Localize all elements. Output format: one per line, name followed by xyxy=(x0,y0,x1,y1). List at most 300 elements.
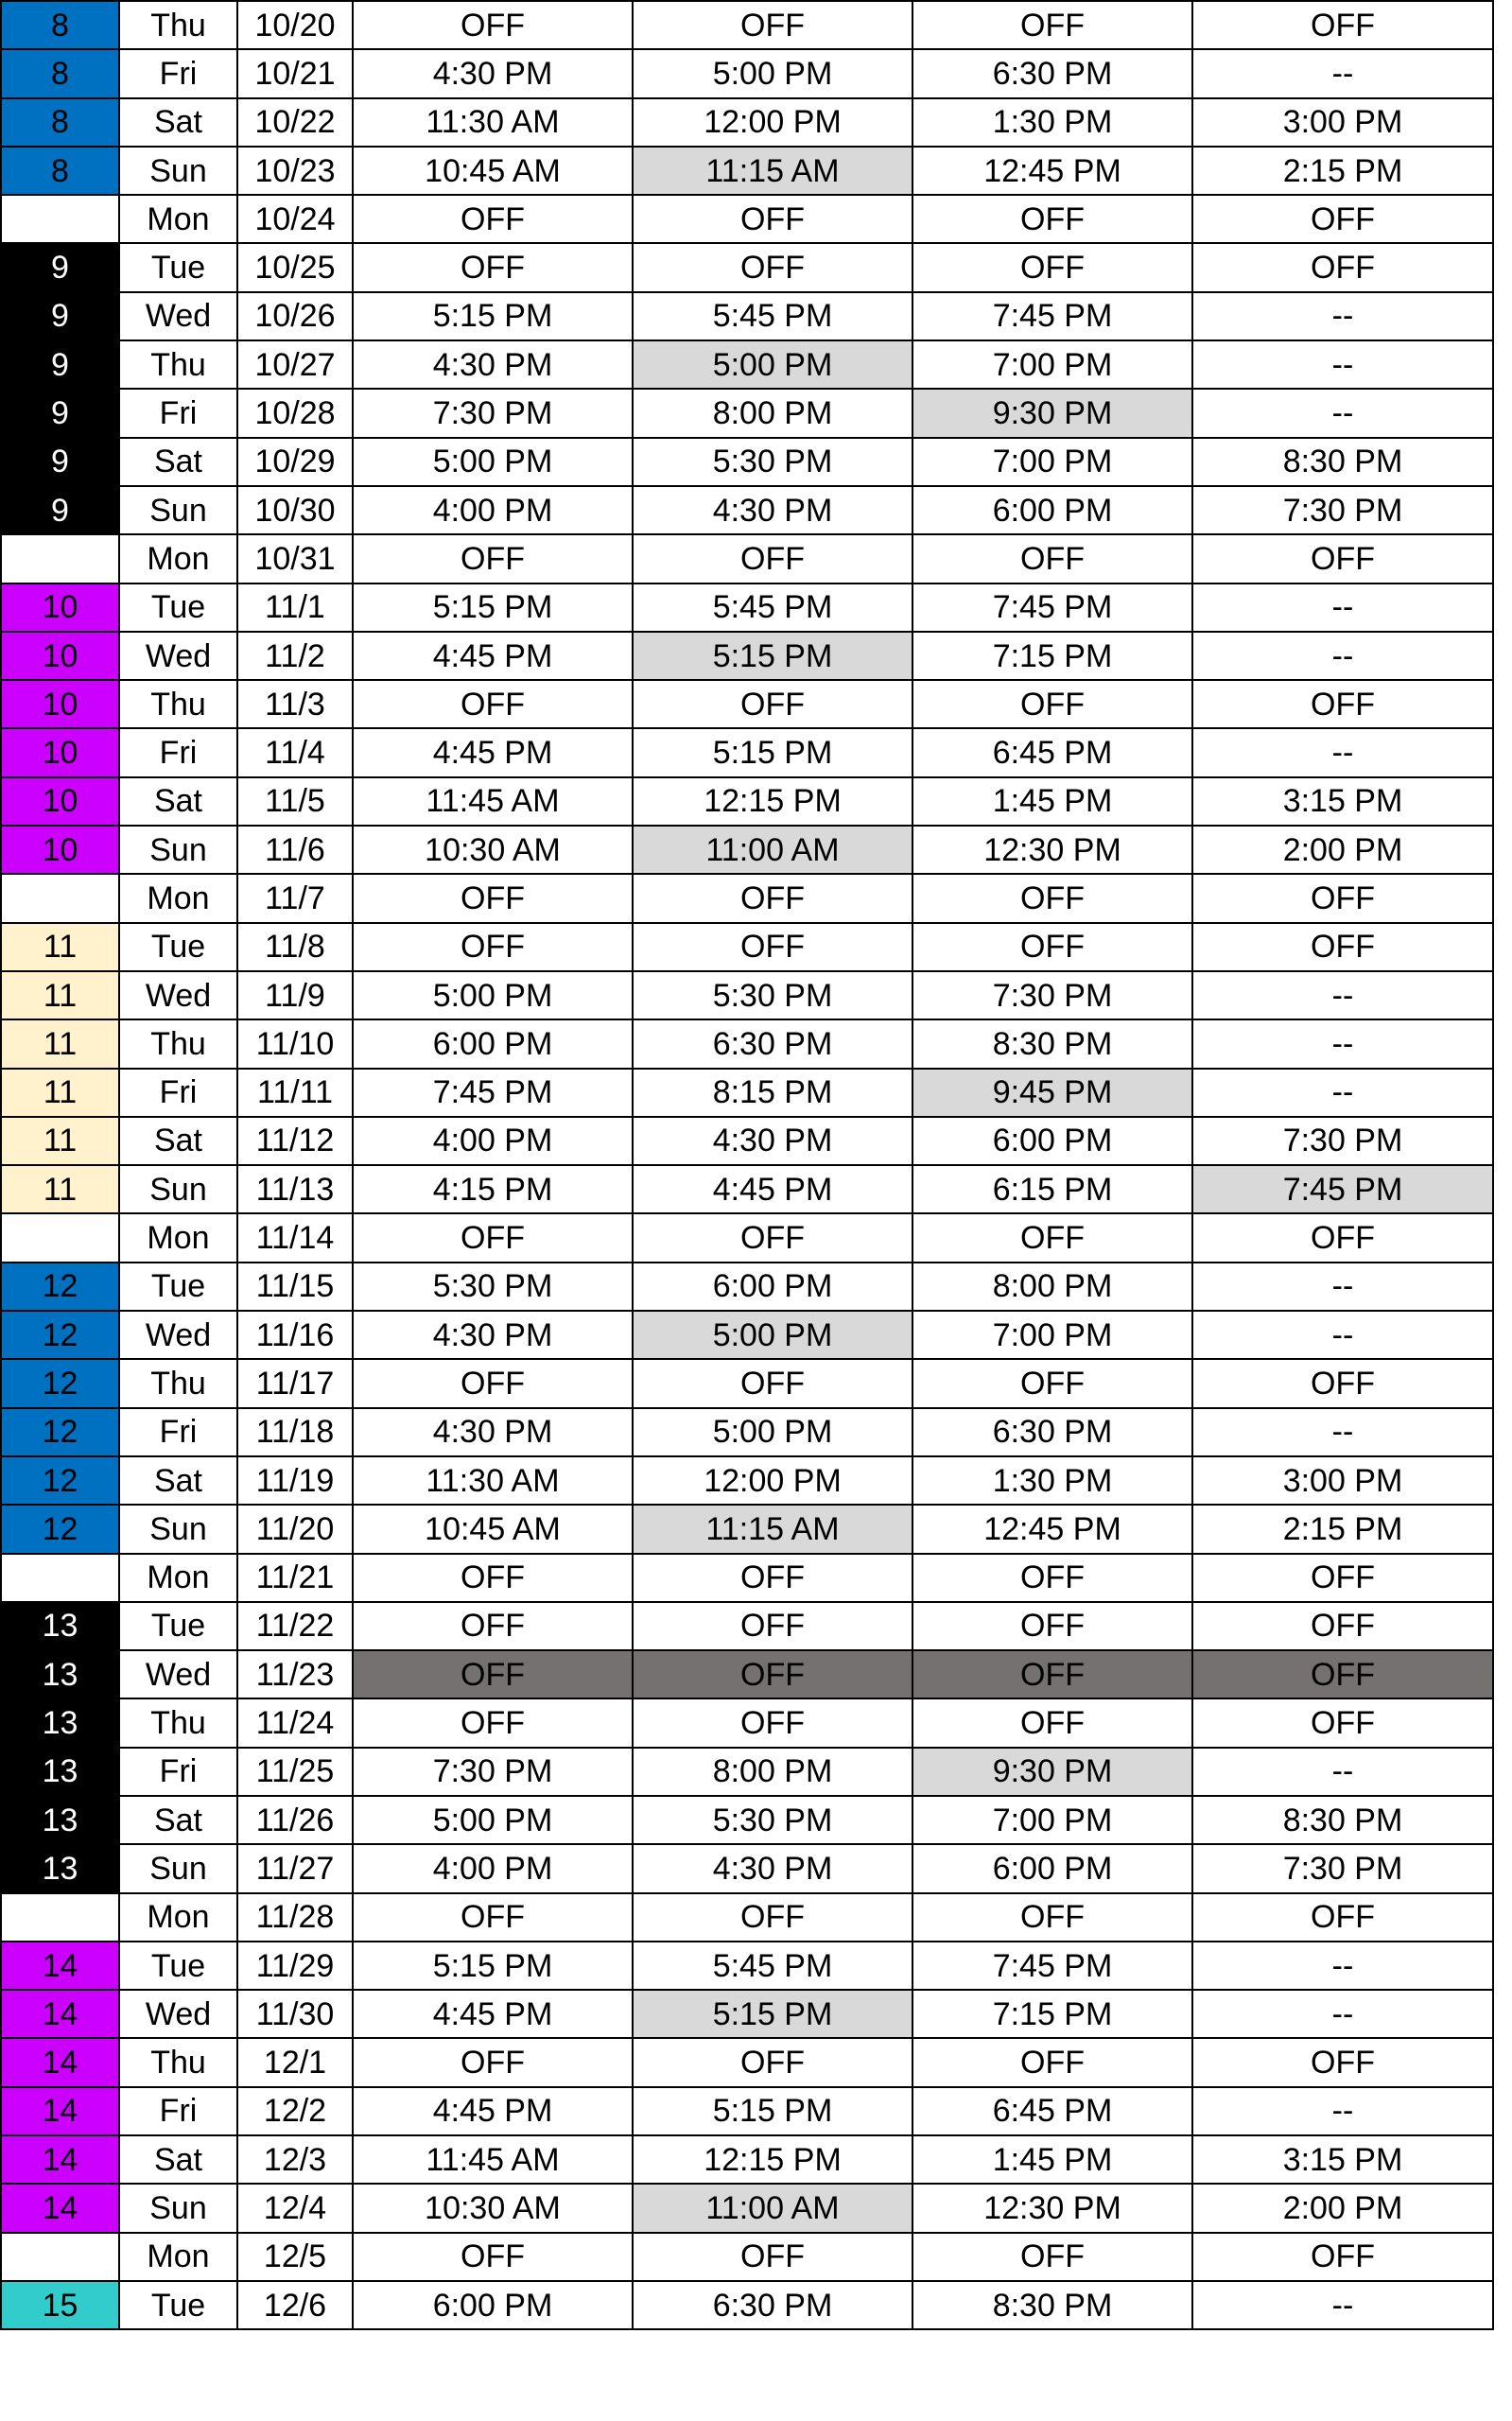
date-cell[interactable]: 11/9 xyxy=(237,971,353,1019)
day-cell[interactable]: Tue xyxy=(119,923,237,971)
time-cell[interactable]: 8:00 PM xyxy=(633,389,912,437)
date-cell[interactable]: 11/6 xyxy=(237,826,353,874)
week-number-cell[interactable]: 14 xyxy=(1,2184,119,2232)
time-cell[interactable]: 6:00 PM xyxy=(353,1019,633,1068)
time-cell[interactable]: 7:45 PM xyxy=(353,1069,633,1117)
time-cell[interactable]: OFF xyxy=(1192,1359,1493,1407)
date-cell[interactable]: 10/29 xyxy=(237,438,353,486)
time-cell[interactable]: OFF xyxy=(1192,1650,1493,1698)
week-number-cell[interactable]: 13 xyxy=(1,1602,119,1650)
time-cell[interactable]: -- xyxy=(1192,1263,1493,1311)
date-cell[interactable]: 11/19 xyxy=(237,1456,353,1505)
time-cell[interactable]: 10:45 AM xyxy=(353,147,633,195)
week-number-cell[interactable]: 14 xyxy=(1,2135,119,2184)
time-cell[interactable]: 7:00 PM xyxy=(912,1311,1192,1359)
date-cell[interactable]: 10/24 xyxy=(237,195,353,243)
time-cell[interactable]: OFF xyxy=(633,534,912,583)
day-cell[interactable]: Sun xyxy=(119,1844,237,1892)
week-number-cell[interactable]: 14 xyxy=(1,2038,119,2086)
time-cell[interactable]: OFF xyxy=(912,195,1192,243)
date-cell[interactable]: 12/5 xyxy=(237,2233,353,2281)
time-cell[interactable]: 2:00 PM xyxy=(1192,826,1493,874)
day-cell[interactable]: Mon xyxy=(119,1213,237,1262)
time-cell[interactable]: -- xyxy=(1192,2281,1493,2329)
time-cell[interactable]: 5:15 PM xyxy=(633,2087,912,2135)
time-cell[interactable]: 12:45 PM xyxy=(912,1505,1192,1553)
day-cell[interactable]: Sun xyxy=(119,147,237,195)
time-cell[interactable]: 1:30 PM xyxy=(912,98,1192,147)
time-cell[interactable]: -- xyxy=(1192,971,1493,1019)
week-number-cell[interactable]: 13 xyxy=(1,1796,119,1844)
week-number-cell[interactable] xyxy=(1,1554,119,1602)
time-cell[interactable]: OFF xyxy=(1192,680,1493,728)
week-number-cell[interactable]: 13 xyxy=(1,1844,119,1892)
time-cell[interactable]: OFF xyxy=(353,1213,633,1262)
date-cell[interactable]: 10/21 xyxy=(237,49,353,97)
date-cell[interactable]: 11/2 xyxy=(237,632,353,680)
day-cell[interactable]: Tue xyxy=(119,583,237,632)
date-cell[interactable]: 11/1 xyxy=(237,583,353,632)
day-cell[interactable]: Wed xyxy=(119,1650,237,1698)
week-number-cell[interactable]: 13 xyxy=(1,1748,119,1796)
time-cell[interactable]: 7:30 PM xyxy=(353,1748,633,1796)
day-cell[interactable]: Fri xyxy=(119,728,237,776)
time-cell[interactable]: 1:30 PM xyxy=(912,1456,1192,1505)
time-cell[interactable]: 4:30 PM xyxy=(633,1844,912,1892)
time-cell[interactable]: 6:00 PM xyxy=(912,1844,1192,1892)
time-cell[interactable]: 4:00 PM xyxy=(353,486,633,534)
week-number-cell[interactable]: 8 xyxy=(1,1,119,49)
time-cell[interactable]: 10:30 AM xyxy=(353,2184,633,2232)
time-cell[interactable]: 5:15 PM xyxy=(633,1990,912,2038)
time-cell[interactable]: 8:00 PM xyxy=(912,1263,1192,1311)
time-cell[interactable]: 7:15 PM xyxy=(912,1990,1192,2038)
time-cell[interactable]: OFF xyxy=(353,1893,633,1942)
day-cell[interactable]: Fri xyxy=(119,49,237,97)
time-cell[interactable]: OFF xyxy=(633,195,912,243)
time-cell[interactable]: OFF xyxy=(1192,195,1493,243)
time-cell[interactable]: OFF xyxy=(353,1602,633,1650)
week-number-cell[interactable]: 12 xyxy=(1,1359,119,1407)
time-cell[interactable]: 5:30 PM xyxy=(353,1263,633,1311)
time-cell[interactable]: OFF xyxy=(1192,534,1493,583)
week-number-cell[interactable]: 11 xyxy=(1,971,119,1019)
time-cell[interactable]: 5:15 PM xyxy=(353,1942,633,1990)
day-cell[interactable]: Fri xyxy=(119,1408,237,1456)
week-number-cell[interactable]: 10 xyxy=(1,777,119,826)
time-cell[interactable]: 5:15 PM xyxy=(353,583,633,632)
time-cell[interactable]: 5:30 PM xyxy=(633,438,912,486)
week-number-cell[interactable]: 9 xyxy=(1,438,119,486)
day-cell[interactable]: Thu xyxy=(119,1,237,49)
time-cell[interactable]: OFF xyxy=(353,923,633,971)
time-cell[interactable]: -- xyxy=(1192,632,1493,680)
day-cell[interactable]: Mon xyxy=(119,534,237,583)
time-cell[interactable]: 5:00 PM xyxy=(353,1796,633,1844)
time-cell[interactable]: OFF xyxy=(1192,923,1493,971)
time-cell[interactable]: 6:00 PM xyxy=(353,2281,633,2329)
week-number-cell[interactable]: 12 xyxy=(1,1263,119,1311)
date-cell[interactable]: 11/24 xyxy=(237,1698,353,1747)
week-number-cell[interactable] xyxy=(1,534,119,583)
time-cell[interactable]: 6:30 PM xyxy=(912,49,1192,97)
time-cell[interactable]: 4:45 PM xyxy=(353,728,633,776)
time-cell[interactable]: OFF xyxy=(353,1359,633,1407)
time-cell[interactable]: OFF xyxy=(912,1602,1192,1650)
day-cell[interactable]: Sun xyxy=(119,1165,237,1213)
time-cell[interactable]: OFF xyxy=(353,1554,633,1602)
time-cell[interactable]: 7:30 PM xyxy=(353,389,633,437)
time-cell[interactable]: OFF xyxy=(912,1359,1192,1407)
time-cell[interactable]: 11:45 AM xyxy=(353,2135,633,2184)
week-number-cell[interactable]: 11 xyxy=(1,1019,119,1068)
time-cell[interactable]: OFF xyxy=(1192,2038,1493,2086)
date-cell[interactable]: 12/6 xyxy=(237,2281,353,2329)
time-cell[interactable]: 5:00 PM xyxy=(633,49,912,97)
day-cell[interactable]: Fri xyxy=(119,2087,237,2135)
date-cell[interactable]: 11/13 xyxy=(237,1165,353,1213)
time-cell[interactable]: 11:45 AM xyxy=(353,777,633,826)
time-cell[interactable]: 5:00 PM xyxy=(633,1408,912,1456)
time-cell[interactable]: -- xyxy=(1192,2087,1493,2135)
time-cell[interactable]: 4:45 PM xyxy=(353,632,633,680)
week-number-cell[interactable]: 14 xyxy=(1,2087,119,2135)
day-cell[interactable]: Mon xyxy=(119,195,237,243)
date-cell[interactable]: 11/16 xyxy=(237,1311,353,1359)
date-cell[interactable]: 10/28 xyxy=(237,389,353,437)
time-cell[interactable]: OFF xyxy=(912,680,1192,728)
time-cell[interactable]: OFF xyxy=(1192,1554,1493,1602)
time-cell[interactable]: 11:30 AM xyxy=(353,98,633,147)
time-cell[interactable]: 6:30 PM xyxy=(633,1019,912,1068)
day-cell[interactable]: Thu xyxy=(119,1019,237,1068)
time-cell[interactable]: OFF xyxy=(912,1893,1192,1942)
time-cell[interactable]: OFF xyxy=(1192,1893,1493,1942)
time-cell[interactable]: OFF xyxy=(1192,1213,1493,1262)
week-number-cell[interactable]: 9 xyxy=(1,292,119,340)
day-cell[interactable]: Sat xyxy=(119,1796,237,1844)
day-cell[interactable]: Thu xyxy=(119,340,237,389)
time-cell[interactable]: 9:45 PM xyxy=(912,1069,1192,1117)
week-number-cell[interactable]: 11 xyxy=(1,923,119,971)
day-cell[interactable]: Thu xyxy=(119,1698,237,1747)
day-cell[interactable]: Tue xyxy=(119,1263,237,1311)
time-cell[interactable]: 3:00 PM xyxy=(1192,1456,1493,1505)
time-cell[interactable]: 4:30 PM xyxy=(633,486,912,534)
time-cell[interactable]: OFF xyxy=(633,2038,912,2086)
time-cell[interactable]: 8:30 PM xyxy=(1192,438,1493,486)
week-number-cell[interactable]: 10 xyxy=(1,728,119,776)
time-cell[interactable]: OFF xyxy=(353,2038,633,2086)
time-cell[interactable]: -- xyxy=(1192,1990,1493,2038)
week-number-cell[interactable]: 10 xyxy=(1,826,119,874)
time-cell[interactable]: OFF xyxy=(353,874,633,922)
time-cell[interactable]: 5:00 PM xyxy=(633,1311,912,1359)
date-cell[interactable]: 10/30 xyxy=(237,486,353,534)
time-cell[interactable]: -- xyxy=(1192,389,1493,437)
time-cell[interactable]: 5:45 PM xyxy=(633,583,912,632)
time-cell[interactable]: 8:30 PM xyxy=(1192,1796,1493,1844)
date-cell[interactable]: 11/23 xyxy=(237,1650,353,1698)
time-cell[interactable]: 8:30 PM xyxy=(912,2281,1192,2329)
time-cell[interactable]: 1:45 PM xyxy=(912,777,1192,826)
date-cell[interactable]: 12/4 xyxy=(237,2184,353,2232)
week-number-cell[interactable]: 15 xyxy=(1,2281,119,2329)
time-cell[interactable]: OFF xyxy=(1192,874,1493,922)
time-cell[interactable]: 4:00 PM xyxy=(353,1844,633,1892)
date-cell[interactable]: 10/27 xyxy=(237,340,353,389)
day-cell[interactable]: Fri xyxy=(119,389,237,437)
day-cell[interactable]: Wed xyxy=(119,1311,237,1359)
time-cell[interactable]: OFF xyxy=(912,2038,1192,2086)
date-cell[interactable]: 10/31 xyxy=(237,534,353,583)
time-cell[interactable]: 7:45 PM xyxy=(912,292,1192,340)
week-number-cell[interactable]: 11 xyxy=(1,1069,119,1117)
date-cell[interactable]: 11/15 xyxy=(237,1263,353,1311)
time-cell[interactable]: 12:15 PM xyxy=(633,777,912,826)
time-cell[interactable]: OFF xyxy=(912,1213,1192,1262)
time-cell[interactable]: 3:15 PM xyxy=(1192,2135,1493,2184)
week-number-cell[interactable]: 10 xyxy=(1,680,119,728)
time-cell[interactable]: 6:45 PM xyxy=(912,728,1192,776)
time-cell[interactable]: -- xyxy=(1192,292,1493,340)
time-cell[interactable]: 5:00 PM xyxy=(353,438,633,486)
time-cell[interactable]: 5:15 PM xyxy=(353,292,633,340)
time-cell[interactable]: 11:00 AM xyxy=(633,826,912,874)
time-cell[interactable]: OFF xyxy=(353,243,633,291)
day-cell[interactable]: Wed xyxy=(119,1990,237,2038)
time-cell[interactable]: 8:15 PM xyxy=(633,1069,912,1117)
time-cell[interactable]: 7:00 PM xyxy=(912,340,1192,389)
week-number-cell[interactable] xyxy=(1,1893,119,1942)
date-cell[interactable]: 11/20 xyxy=(237,1505,353,1553)
date-cell[interactable]: 11/4 xyxy=(237,728,353,776)
time-cell[interactable]: OFF xyxy=(633,1698,912,1747)
date-cell[interactable]: 10/20 xyxy=(237,1,353,49)
time-cell[interactable]: 5:00 PM xyxy=(353,971,633,1019)
week-number-cell[interactable]: 12 xyxy=(1,1408,119,1456)
time-cell[interactable]: 7:00 PM xyxy=(912,1796,1192,1844)
time-cell[interactable]: 11:00 AM xyxy=(633,2184,912,2232)
date-cell[interactable]: 11/3 xyxy=(237,680,353,728)
date-cell[interactable]: 11/28 xyxy=(237,1893,353,1942)
time-cell[interactable]: 4:45 PM xyxy=(633,1165,912,1213)
time-cell[interactable]: -- xyxy=(1192,49,1493,97)
time-cell[interactable]: 12:30 PM xyxy=(912,2184,1192,2232)
day-cell[interactable]: Tue xyxy=(119,243,237,291)
week-number-cell[interactable]: 9 xyxy=(1,243,119,291)
date-cell[interactable]: 11/29 xyxy=(237,1942,353,1990)
day-cell[interactable]: Sat xyxy=(119,98,237,147)
date-cell[interactable]: 10/25 xyxy=(237,243,353,291)
date-cell[interactable]: 11/5 xyxy=(237,777,353,826)
time-cell[interactable]: 7:45 PM xyxy=(912,1942,1192,1990)
time-cell[interactable]: 5:15 PM xyxy=(633,632,912,680)
time-cell[interactable]: 11:30 AM xyxy=(353,1456,633,1505)
time-cell[interactable]: 7:30 PM xyxy=(912,971,1192,1019)
time-cell[interactable]: OFF xyxy=(353,1650,633,1698)
day-cell[interactable]: Fri xyxy=(119,1748,237,1796)
time-cell[interactable]: OFF xyxy=(353,2233,633,2281)
time-cell[interactable]: -- xyxy=(1192,1311,1493,1359)
day-cell[interactable]: Mon xyxy=(119,874,237,922)
week-number-cell[interactable] xyxy=(1,1213,119,1262)
date-cell[interactable]: 11/26 xyxy=(237,1796,353,1844)
time-cell[interactable]: -- xyxy=(1192,1069,1493,1117)
time-cell[interactable]: OFF xyxy=(353,534,633,583)
time-cell[interactable]: 7:30 PM xyxy=(1192,1844,1493,1892)
time-cell[interactable]: 4:30 PM xyxy=(353,1408,633,1456)
date-cell[interactable]: 11/30 xyxy=(237,1990,353,2038)
day-cell[interactable]: Thu xyxy=(119,680,237,728)
time-cell[interactable]: 10:30 AM xyxy=(353,826,633,874)
time-cell[interactable]: OFF xyxy=(1192,2233,1493,2281)
time-cell[interactable]: 4:30 PM xyxy=(353,340,633,389)
time-cell[interactable]: 9:30 PM xyxy=(912,1748,1192,1796)
time-cell[interactable]: 7:45 PM xyxy=(1192,1165,1493,1213)
time-cell[interactable]: 6:15 PM xyxy=(912,1165,1192,1213)
date-cell[interactable]: 11/8 xyxy=(237,923,353,971)
week-number-cell[interactable]: 13 xyxy=(1,1650,119,1698)
day-cell[interactable]: Tue xyxy=(119,1942,237,1990)
week-number-cell[interactable]: 13 xyxy=(1,1698,119,1747)
time-cell[interactable]: OFF xyxy=(633,923,912,971)
date-cell[interactable]: 12/1 xyxy=(237,2038,353,2086)
time-cell[interactable]: OFF xyxy=(633,243,912,291)
time-cell[interactable]: 8:00 PM xyxy=(633,1748,912,1796)
day-cell[interactable]: Sat xyxy=(119,2135,237,2184)
week-number-cell[interactable]: 8 xyxy=(1,49,119,97)
time-cell[interactable]: OFF xyxy=(633,874,912,922)
day-cell[interactable]: Sun xyxy=(119,486,237,534)
week-number-cell[interactable]: 14 xyxy=(1,1942,119,1990)
time-cell[interactable]: OFF xyxy=(633,1,912,49)
time-cell[interactable]: -- xyxy=(1192,728,1493,776)
day-cell[interactable]: Mon xyxy=(119,1893,237,1942)
time-cell[interactable]: OFF xyxy=(633,680,912,728)
time-cell[interactable]: OFF xyxy=(1192,1602,1493,1650)
time-cell[interactable]: 12:30 PM xyxy=(912,826,1192,874)
date-cell[interactable]: 11/18 xyxy=(237,1408,353,1456)
day-cell[interactable]: Mon xyxy=(119,2233,237,2281)
day-cell[interactable]: Sat xyxy=(119,1456,237,1505)
week-number-cell[interactable]: 12 xyxy=(1,1505,119,1553)
week-number-cell[interactable] xyxy=(1,2233,119,2281)
time-cell[interactable]: 12:00 PM xyxy=(633,1456,912,1505)
date-cell[interactable]: 11/17 xyxy=(237,1359,353,1407)
time-cell[interactable]: 3:00 PM xyxy=(1192,98,1493,147)
time-cell[interactable]: OFF xyxy=(353,1,633,49)
time-cell[interactable]: OFF xyxy=(1192,1698,1493,1747)
week-number-cell[interactable]: 8 xyxy=(1,98,119,147)
day-cell[interactable]: Tue xyxy=(119,2281,237,2329)
time-cell[interactable]: OFF xyxy=(633,1650,912,1698)
time-cell[interactable]: 6:30 PM xyxy=(633,2281,912,2329)
week-number-cell[interactable]: 14 xyxy=(1,1990,119,2038)
day-cell[interactable]: Sun xyxy=(119,1505,237,1553)
day-cell[interactable]: Mon xyxy=(119,1554,237,1602)
time-cell[interactable]: 7:30 PM xyxy=(1192,486,1493,534)
time-cell[interactable]: 6:00 PM xyxy=(633,1263,912,1311)
day-cell[interactable]: Sat xyxy=(119,438,237,486)
time-cell[interactable]: 5:45 PM xyxy=(633,292,912,340)
day-cell[interactable]: Sat xyxy=(119,1117,237,1165)
day-cell[interactable]: Thu xyxy=(119,1359,237,1407)
time-cell[interactable]: OFF xyxy=(912,1698,1192,1747)
time-cell[interactable]: OFF xyxy=(912,2233,1192,2281)
time-cell[interactable]: OFF xyxy=(353,195,633,243)
day-cell[interactable]: Sun xyxy=(119,2184,237,2232)
time-cell[interactable]: 2:15 PM xyxy=(1192,1505,1493,1553)
time-cell[interactable]: OFF xyxy=(633,1893,912,1942)
time-cell[interactable]: 10:45 AM xyxy=(353,1505,633,1553)
time-cell[interactable]: OFF xyxy=(353,1698,633,1747)
week-number-cell[interactable]: 12 xyxy=(1,1456,119,1505)
week-number-cell[interactable]: 12 xyxy=(1,1311,119,1359)
time-cell[interactable]: 6:00 PM xyxy=(912,1117,1192,1165)
time-cell[interactable]: 5:45 PM xyxy=(633,1942,912,1990)
time-cell[interactable]: -- xyxy=(1192,340,1493,389)
day-cell[interactable]: Tue xyxy=(119,1602,237,1650)
date-cell[interactable]: 11/27 xyxy=(237,1844,353,1892)
week-number-cell[interactable]: 9 xyxy=(1,486,119,534)
time-cell[interactable]: 12:00 PM xyxy=(633,98,912,147)
time-cell[interactable]: -- xyxy=(1192,583,1493,632)
time-cell[interactable]: OFF xyxy=(912,874,1192,922)
time-cell[interactable]: 12:15 PM xyxy=(633,2135,912,2184)
date-cell[interactable]: 11/14 xyxy=(237,1213,353,1262)
date-cell[interactable]: 12/2 xyxy=(237,2087,353,2135)
time-cell[interactable]: 3:15 PM xyxy=(1192,777,1493,826)
time-cell[interactable]: -- xyxy=(1192,1942,1493,1990)
date-cell[interactable]: 12/3 xyxy=(237,2135,353,2184)
time-cell[interactable]: OFF xyxy=(1192,243,1493,291)
time-cell[interactable]: 5:30 PM xyxy=(633,971,912,1019)
day-cell[interactable]: Wed xyxy=(119,292,237,340)
time-cell[interactable]: 2:15 PM xyxy=(1192,147,1493,195)
time-cell[interactable]: 4:45 PM xyxy=(353,1990,633,2038)
week-number-cell[interactable]: 9 xyxy=(1,340,119,389)
time-cell[interactable]: OFF xyxy=(633,2233,912,2281)
week-number-cell[interactable] xyxy=(1,195,119,243)
time-cell[interactable]: 4:30 PM xyxy=(633,1117,912,1165)
time-cell[interactable]: OFF xyxy=(633,1554,912,1602)
week-number-cell[interactable]: 11 xyxy=(1,1165,119,1213)
time-cell[interactable]: 11:15 AM xyxy=(633,147,912,195)
date-cell[interactable]: 10/26 xyxy=(237,292,353,340)
date-cell[interactable]: 11/11 xyxy=(237,1069,353,1117)
week-number-cell[interactable]: 10 xyxy=(1,632,119,680)
time-cell[interactable]: 5:30 PM xyxy=(633,1796,912,1844)
date-cell[interactable]: 11/7 xyxy=(237,874,353,922)
week-number-cell[interactable]: 9 xyxy=(1,389,119,437)
date-cell[interactable]: 11/25 xyxy=(237,1748,353,1796)
time-cell[interactable]: 5:15 PM xyxy=(633,728,912,776)
time-cell[interactable]: 7:15 PM xyxy=(912,632,1192,680)
time-cell[interactable]: OFF xyxy=(633,1213,912,1262)
day-cell[interactable]: Fri xyxy=(119,1069,237,1117)
time-cell[interactable]: 11:15 AM xyxy=(633,1505,912,1553)
time-cell[interactable]: OFF xyxy=(912,1554,1192,1602)
time-cell[interactable]: 9:30 PM xyxy=(912,389,1192,437)
day-cell[interactable]: Thu xyxy=(119,2038,237,2086)
time-cell[interactable]: OFF xyxy=(633,1602,912,1650)
time-cell[interactable]: 4:15 PM xyxy=(353,1165,633,1213)
date-cell[interactable]: 11/10 xyxy=(237,1019,353,1068)
time-cell[interactable]: OFF xyxy=(912,923,1192,971)
week-number-cell[interactable] xyxy=(1,874,119,922)
day-cell[interactable]: Sun xyxy=(119,826,237,874)
